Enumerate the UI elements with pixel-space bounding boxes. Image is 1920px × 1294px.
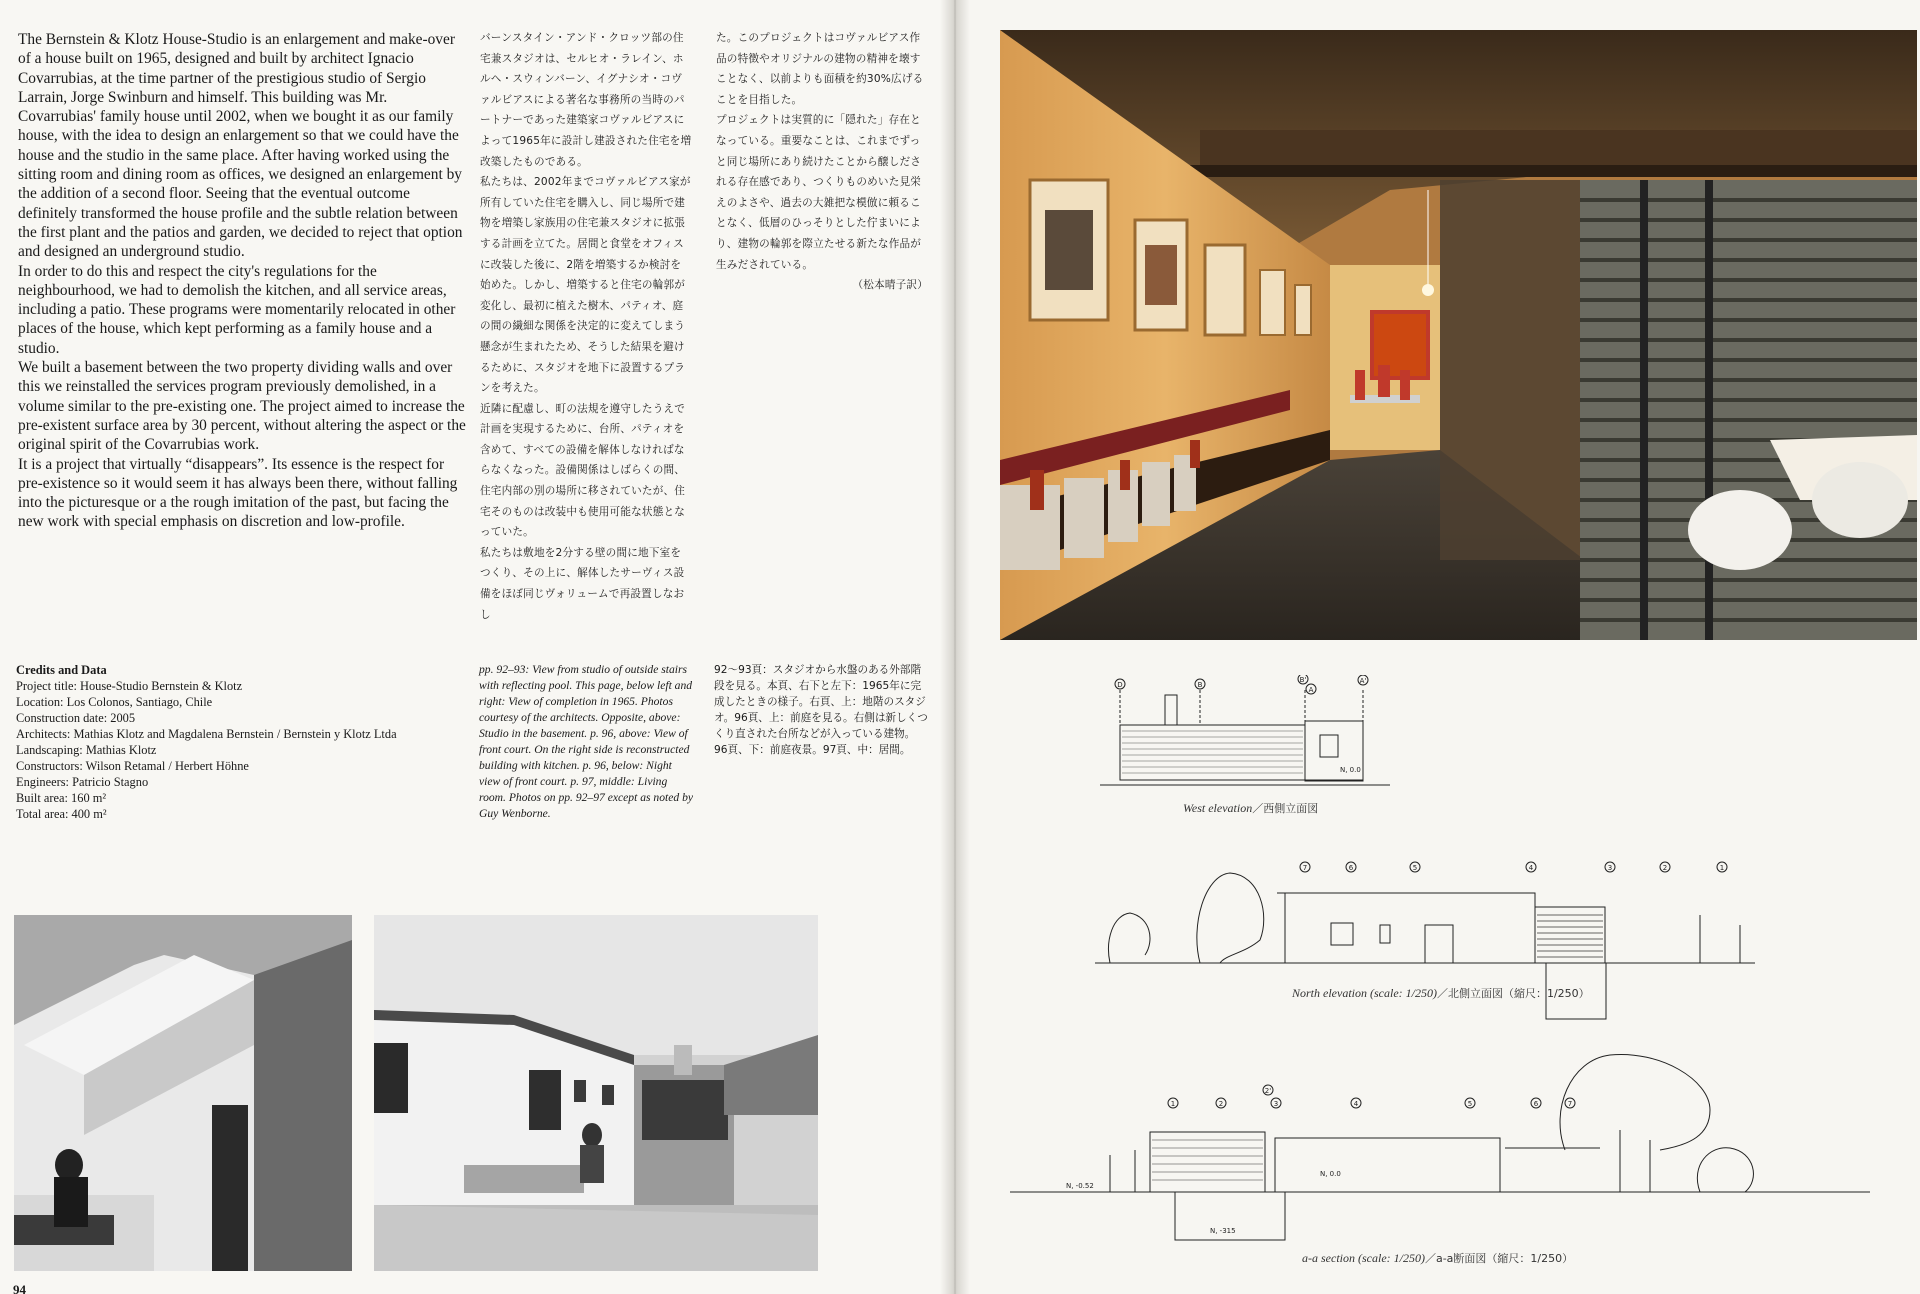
credit-line: Engineers: Patricio Stagno xyxy=(16,775,149,789)
grid-label: 5 xyxy=(1467,1100,1473,1108)
translator-credit: （松本晴子訳） xyxy=(852,279,928,292)
credit-line: Landscaping: Mathias Klotz xyxy=(16,743,157,757)
grid-label: 2 xyxy=(1218,1100,1224,1108)
english-body-text xyxy=(18,30,468,532)
grid-label: 7 xyxy=(1567,1100,1573,1108)
grid-label: 6 xyxy=(1348,864,1354,872)
grid-label: 1 xyxy=(1170,1100,1176,1108)
caption-text: West elevation xyxy=(1183,801,1253,815)
grid-label: D xyxy=(1117,681,1123,689)
level-label: N, -315 xyxy=(1210,1227,1236,1235)
grid-label: B' xyxy=(1299,676,1307,684)
grid-label: 3 xyxy=(1607,864,1613,872)
grid-label: 4 xyxy=(1528,864,1534,872)
caption-jp: ／a-a断面図（縮尺：1/250） xyxy=(1424,1252,1574,1265)
grid-label: 3 xyxy=(1273,1100,1279,1108)
grid-label: A xyxy=(1308,686,1314,694)
body-paragraph: In order to do this and respect the city's regulations for the neighbourhood, we had to demolish the kitchen, and all service areas, including a patio. These programs were momentarily relocated in other places of the house, which kept performing as a family house and a studio. xyxy=(18,262,456,357)
caption-jp: ／西側立面図 xyxy=(1252,802,1319,815)
photo-caption-japanese: 92～93頁：スタジオから水盤のある外部階段を見る。本頁、右下と左下：1965年に完成したときの様子。右頁、上：地階のスタジオ。96頁、上：前庭を見る。右側は新しくつくり直された台所などが入っている建物。96頁、下：前庭夜景。97頁、中：居間。 xyxy=(714,664,928,756)
credit-line: Constructors: Wilson Retamal / Herbert Höhne xyxy=(16,759,249,773)
west-elevation-caption xyxy=(1183,800,1318,816)
jp-paragraph: 私たちは、2002年までコヴァルビアス家が所有していた住宅を購入し、同じ場所で建物を増築し家族用の住宅兼スタジオに拡張する計画を立てた。居間と食堂をオフィスに改装した後に、2階を増築するか検討を始めた。しかし、増築すると住宅の輪郭が変化し、最初に植えた樹木、パティオ、庭の間の繊細な関係を決定的に変えてしまう懸念が生まれたため、そうした結果を避けるために、スタジオを地下に設置するプランを考えた。 xyxy=(480,176,691,395)
credit-line: Architects: Mathias Klotz and Magdalena Bernstein / Bernstein y Klotz Ltda xyxy=(16,727,397,741)
grid-label: 4 xyxy=(1353,1100,1359,1108)
credit-line: Total area: 400 m² xyxy=(16,807,107,821)
book-gutter xyxy=(940,0,970,1294)
japanese-column-1 xyxy=(480,28,692,625)
aa-section-drawing xyxy=(1010,1040,1890,1245)
credit-line: Location: Los Colonos, Santiago, Chile xyxy=(16,695,213,709)
photo-1965-entrance xyxy=(14,915,352,1271)
west-elevation-drawing xyxy=(1100,675,1400,790)
level-label: N, -0.52 xyxy=(1066,1182,1094,1190)
north-elevation-caption xyxy=(1292,985,1590,1001)
photo-basement-studio xyxy=(1000,30,1917,640)
grid-label: A' xyxy=(1359,677,1367,685)
jp-paragraph: プロジェクトは実質的に「隠れた」存在となっている。重要なことは、これまでずっと同じ場所にあり続けたことから醸しだされる存在感であり、つくりものめいた見栄えのよさや、過去の大雑把な模倣に頼ることなく、低層のひっそりとした佇まいにより、建物の輪郭を際立たせる新たな作品が生みだされている。 xyxy=(716,114,922,271)
jp-paragraph: た。このプロジェクトはコヴァルビアス作品の特徴やオリジナルの建物の精神を壊すことなく、以前よりも面積を約30%広げることを目指した。 xyxy=(716,32,924,106)
page-number: 94 xyxy=(13,1282,26,1294)
grid-label: 6 xyxy=(1533,1100,1539,1108)
left-page xyxy=(0,0,955,1294)
japanese-column-2 xyxy=(716,28,928,296)
caption-text: a-a section (scale: 1/250) xyxy=(1302,1251,1425,1265)
jp-paragraph: 近隣に配慮し、町の法規を遵守したうえで計画を実現するために、台所、パティオを含めて、すべての設備を解体しなければならなくなった。設備関係はしばらくの間、住宅内部の別の場所に移されていたが、住宅そのものは改装中も使用可能な状態となっていた。 xyxy=(480,402,686,539)
credits-and-data xyxy=(16,662,476,822)
level-label: N, 0.0 xyxy=(1340,766,1361,774)
grid-label: 7 xyxy=(1302,864,1308,872)
credit-line: Built area: 160 m² xyxy=(16,791,107,805)
body-paragraph: The Bernstein & Klotz House-Studio is an enlargement and make-over of a house built on 1965, designed and built by architect Ignacio Covarrubias, at the time partner of the prestigious studio of Sergio Larrain, Jorge Swinburn and himself. This building was Mr. Covarrubias' family house until 2002, when we bought it as our family house, with the idea to design an enlargement so that we could have the house and the studio in the same place. After having worked using the sitting room and dining room as offices, we designed an enlargement by the addition of a second floor. Seeing that the eventual outcome definitely transformed the house profile and the subtle relation between the first plant and the patios and garden, we decided to reject that option and designed an underground studio. xyxy=(18,31,463,261)
level-label: N, 0.0 xyxy=(1320,1170,1341,1178)
photo-1965-courtyard xyxy=(374,915,818,1271)
credits-heading: Credits and Data xyxy=(16,663,107,677)
caption-text: North elevation (scale: 1/250) xyxy=(1292,986,1437,1000)
grid-label: 5 xyxy=(1412,864,1418,872)
grid-label: 2 xyxy=(1662,864,1668,872)
grid-label: B xyxy=(1197,681,1203,689)
credit-line: Project title: House-Studio Bernstein & Klotz xyxy=(16,679,243,693)
grid-label: 1 xyxy=(1719,864,1725,872)
jp-paragraph: バーンスタイン・アンド・クロッツ部の住宅兼スタジオは、セルヒオ・ラレイン、ホルヘ・スウィンバーン、イグナシオ・コヴァルビアスによる著名な事務所の当時のパートナーであった建築家コヴァルビアスによって1965年に設計し建設された住宅を増改築したものである。 xyxy=(480,32,692,168)
aa-section-caption xyxy=(1302,1250,1573,1266)
body-paragraph: We built a basement between the two property dividing walls and over this we reinstalled the services program previously demolished, in a volume similar to the pre-existing one. The project aimed to increase the pre-existent surface area by 30 percent, without altering the aspect or the original spirit of the Covarrubias work. xyxy=(18,359,466,454)
caption-jp: ／北側立面図（縮尺：1/250） xyxy=(1436,987,1590,1000)
jp-paragraph: 私たちは敷地を2分する壁の間に地下室をつくり、その上に、解体したサーヴィス設備をほぼ同じヴォリュームで再設置しなおし xyxy=(480,546,685,621)
credit-line: Construction date: 2005 xyxy=(16,711,136,725)
photo-caption-english: pp. 92–93: View from studio of outside stairs with reflecting pool. This page, below left and right: View of completion in 1965. Photos courtesy of the architects. Opposite, above: Studio in the basement. p. 96, above: View of front court. On the right side is reconstructed building with kitchen. p. 96, below: Night view of front court. p. 97, middle: Living room. Photos on pp. 92–97 except as noted by Guy Wenborne. xyxy=(479,663,694,820)
grid-label: 2' xyxy=(1264,1087,1272,1095)
right-page xyxy=(970,0,1920,1294)
body-paragraph: It is a project that virtually “disappears”. Its essence is the respect for pre-existence so it would seem it has always been there, without falling into the picturesque or a the rough imitation of the past, but facing the new work with special emphasis on discretion and low-profile. xyxy=(18,455,458,531)
